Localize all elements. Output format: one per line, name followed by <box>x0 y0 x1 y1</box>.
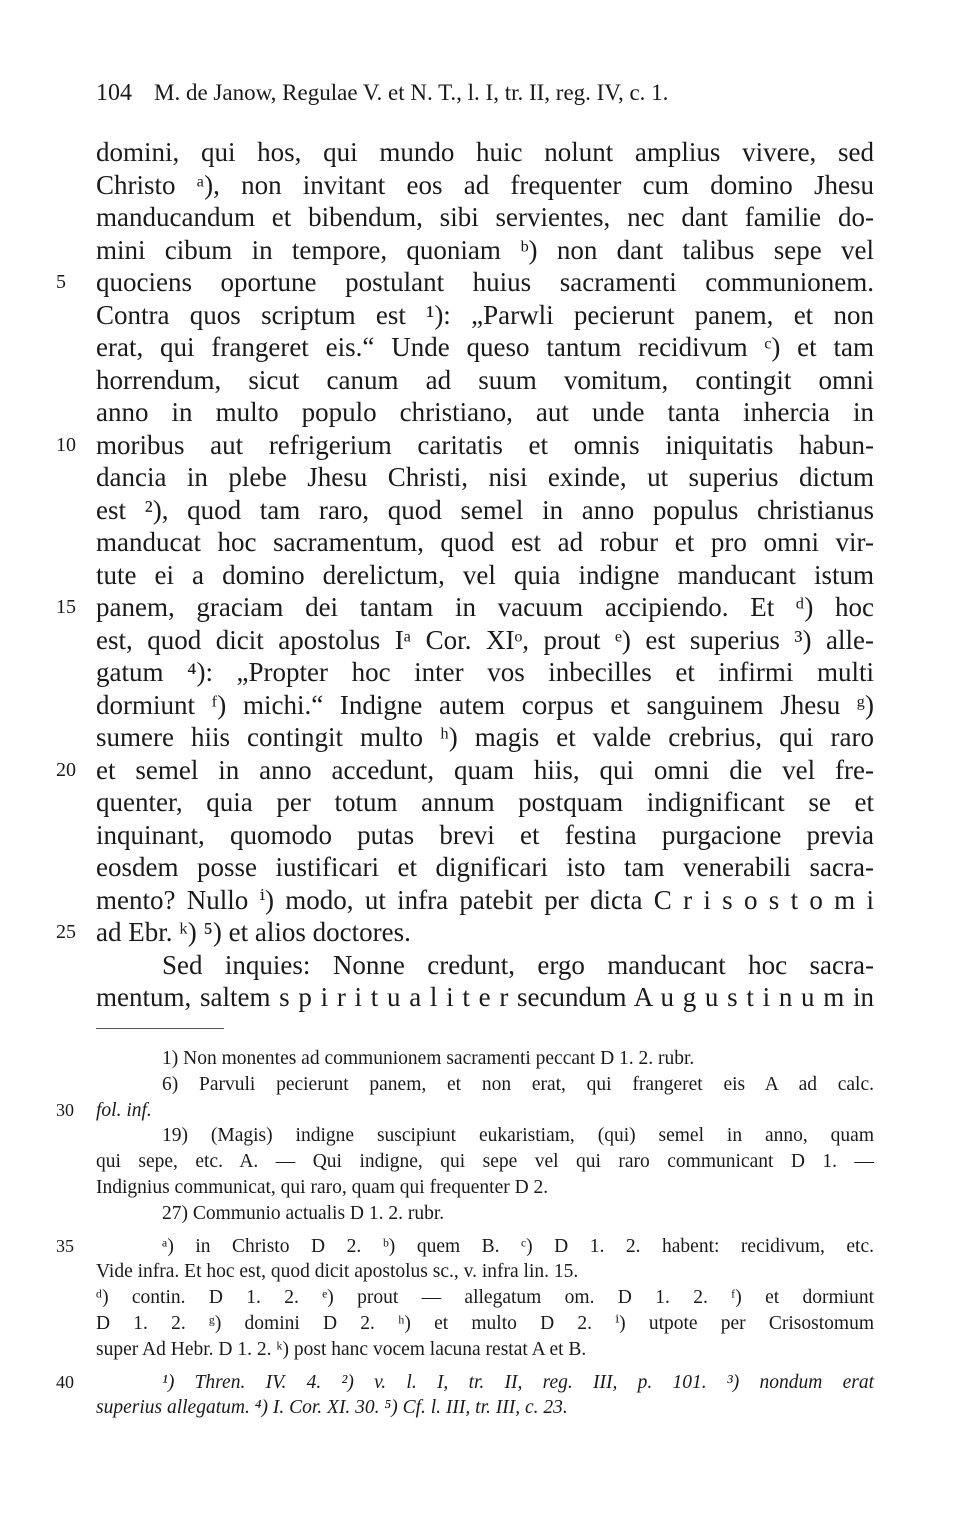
text-line: est, quod dicit apostolus Iᵃ Cor. XIᵒ, prout ᵉ) est superius ³) alle- <box>96 624 874 655</box>
text-line: dancia in plebe Jhesu Christi, nisi exinde, ut superius dictum <box>96 462 874 492</box>
footnote-line: qui sepe, etc. A. — Qui indigne, qui sepe vel qui raro communicant D 1. — <box>96 1151 874 1173</box>
text-line: mento? Nullo ⁱ) modo, ut infra patebit per dicta C r i s o s t o m i <box>96 884 874 915</box>
source-note-line: 40 ¹) Thren. IV. 4. ²) v. l. I, tr. II, reg. III, p. 101. ³) nondum erat <box>96 1370 874 1396</box>
footnote-line: 30 fol. inf. <box>96 1098 874 1124</box>
line-number: 30 <box>56 1099 74 1120</box>
text-line: Sed inquies: Nonne credunt, ergo manducant hoc sacra- <box>162 949 874 980</box>
page-number: 104 <box>96 80 132 106</box>
footnote-line: Indignius communicat, qui raro, quam qui frequenter D 2. <box>96 1176 549 1198</box>
text-line: 5 quociens oportune postulant huius sacramenti communionem. <box>56 267 874 297</box>
text-line: 15 panem, graciam dei tantam in vacuum accipiendo. Et ᵈ) hoc <box>56 592 874 622</box>
text-line: 25 ad Ebr. ᵏ) ⁵) et alios doctores. <box>56 917 411 947</box>
text-line: manducandum et bibendum, sibi servientes, nec dant familie do- <box>96 202 874 232</box>
variant-note-line: 35 ᵃ) in Christo D 2. ᵇ) quem B. ᶜ) D 1. 2. habent: recidivum, etc. <box>96 1234 874 1260</box>
running-title: M. de Janow, Regulae V. et N. T., l. I, tr. II, reg. IV, c. 1. <box>154 80 669 105</box>
line-number: 10 <box>56 433 76 456</box>
line-number: 25 <box>56 921 76 943</box>
text-line: quenter, quia per totum annum postquam indignificant se et <box>96 787 874 817</box>
text-line: 10 moribus aut refrigerium caritatis et omnis iniquitatis habun- <box>56 429 874 460</box>
variant-note-line: D 1. 2. ᵍ) domini D 2. ʰ) et multo D 2. ⁱ) utpote per Crisostomum <box>96 1312 874 1334</box>
text-line: tute ei a domino derelictum, vel quia indigne manducant istum <box>96 559 874 590</box>
text-line: sumere hiis contingit multo ʰ) magis et valde crebrius, qui raro <box>96 722 874 752</box>
text-line: erat, qui frangeret eis.“ Unde queso tantum recidivum ᶜ) et tam <box>96 332 874 362</box>
running-header <box>96 80 668 107</box>
line-number: 15 <box>56 596 76 618</box>
text-line: manducat hoc sacramentum, quod est ad robur et pro omni vir- <box>96 527 874 557</box>
text-line: eosdem posse iustificari et dignificari isto tam venerabili sacra- <box>96 852 874 882</box>
text-line: mini cibum in tempore, quoniam ᵇ) non dant talibus sepe vel <box>96 234 874 265</box>
text-line: horrendum, sicut canum ad suum vomitum, contingit omni <box>96 364 874 395</box>
variant-note-line: ᵈ) contin. D 1. 2. ᵉ) prout — allegatum om. D 1. 2. ᶠ) et dormiunt <box>96 1287 874 1309</box>
footnote-line: 6) Parvuli pecierunt panem, et non erat, qui frangeret eis A ad calc. <box>162 1073 874 1095</box>
source-note-line: superius allegatum. ⁴) I. Cor. XI. 30. ⁵) Cf. l. III, tr. III, c. 23. <box>96 1397 568 1419</box>
text-line: anno in multo populo christiano, aut unde tanta inhercia in <box>96 397 874 427</box>
text-line: Christo ᵃ), non invitant eos ad frequenter cum domino Jhesu <box>96 169 874 200</box>
variant-note-line: Vide infra. Et hoc est, quod dicit apostolus sc., v. infra lin. 15. <box>96 1261 579 1283</box>
footnotes <box>56 1046 874 1421</box>
text-line: gatum ⁴): „Propter hoc inter vos inbecilles et infirmi multi <box>96 657 874 687</box>
footnote-line: 1) Non monentes ad communionem sacramenti peccant D 1. 2. rubr. <box>162 1048 695 1069</box>
footnote-divider <box>96 1028 224 1029</box>
variant-note-line: super Ad Hebr. D 1. 2. ᵏ) post hanc vocem lacuna restat A et B. <box>96 1338 587 1360</box>
footnote-line: 19) (Magis) indigne suscipiunt eukaristiam, (qui) semel in anno, quam <box>162 1125 874 1147</box>
text-line: mentum, saltem s p i r i t u a l i t e r secundum A u g u s t i n u m in <box>96 982 874 1012</box>
main-text <box>56 136 874 1014</box>
text-line: inquinant, quomodo putas brevi et festina purgacione previa <box>96 819 874 850</box>
text-line: Contra quos scriptum est ¹): „Parwli pecierunt panem, et non <box>96 299 874 330</box>
text-line: est ²), quod tam raro, quod semel in anno populus christianus <box>96 494 874 525</box>
text-line: domini, qui hos, qui mundo huic nolunt amplius vivere, sed <box>96 137 874 167</box>
footnote-line: 27) Communio actualis D 1. 2. rubr. <box>162 1202 445 1224</box>
text-line: 20 et semel in anno accedunt, quam hiis, qui omni die vel fre- <box>56 754 874 785</box>
line-number: 35 <box>56 1235 74 1256</box>
line-number: 20 <box>56 758 76 781</box>
line-number: 40 <box>56 1371 74 1392</box>
line-number: 5 <box>56 271 66 293</box>
text-line: dormiunt ᶠ) michi.“ Indigne autem corpus et sanguinem Jhesu ᵍ) <box>96 689 874 720</box>
